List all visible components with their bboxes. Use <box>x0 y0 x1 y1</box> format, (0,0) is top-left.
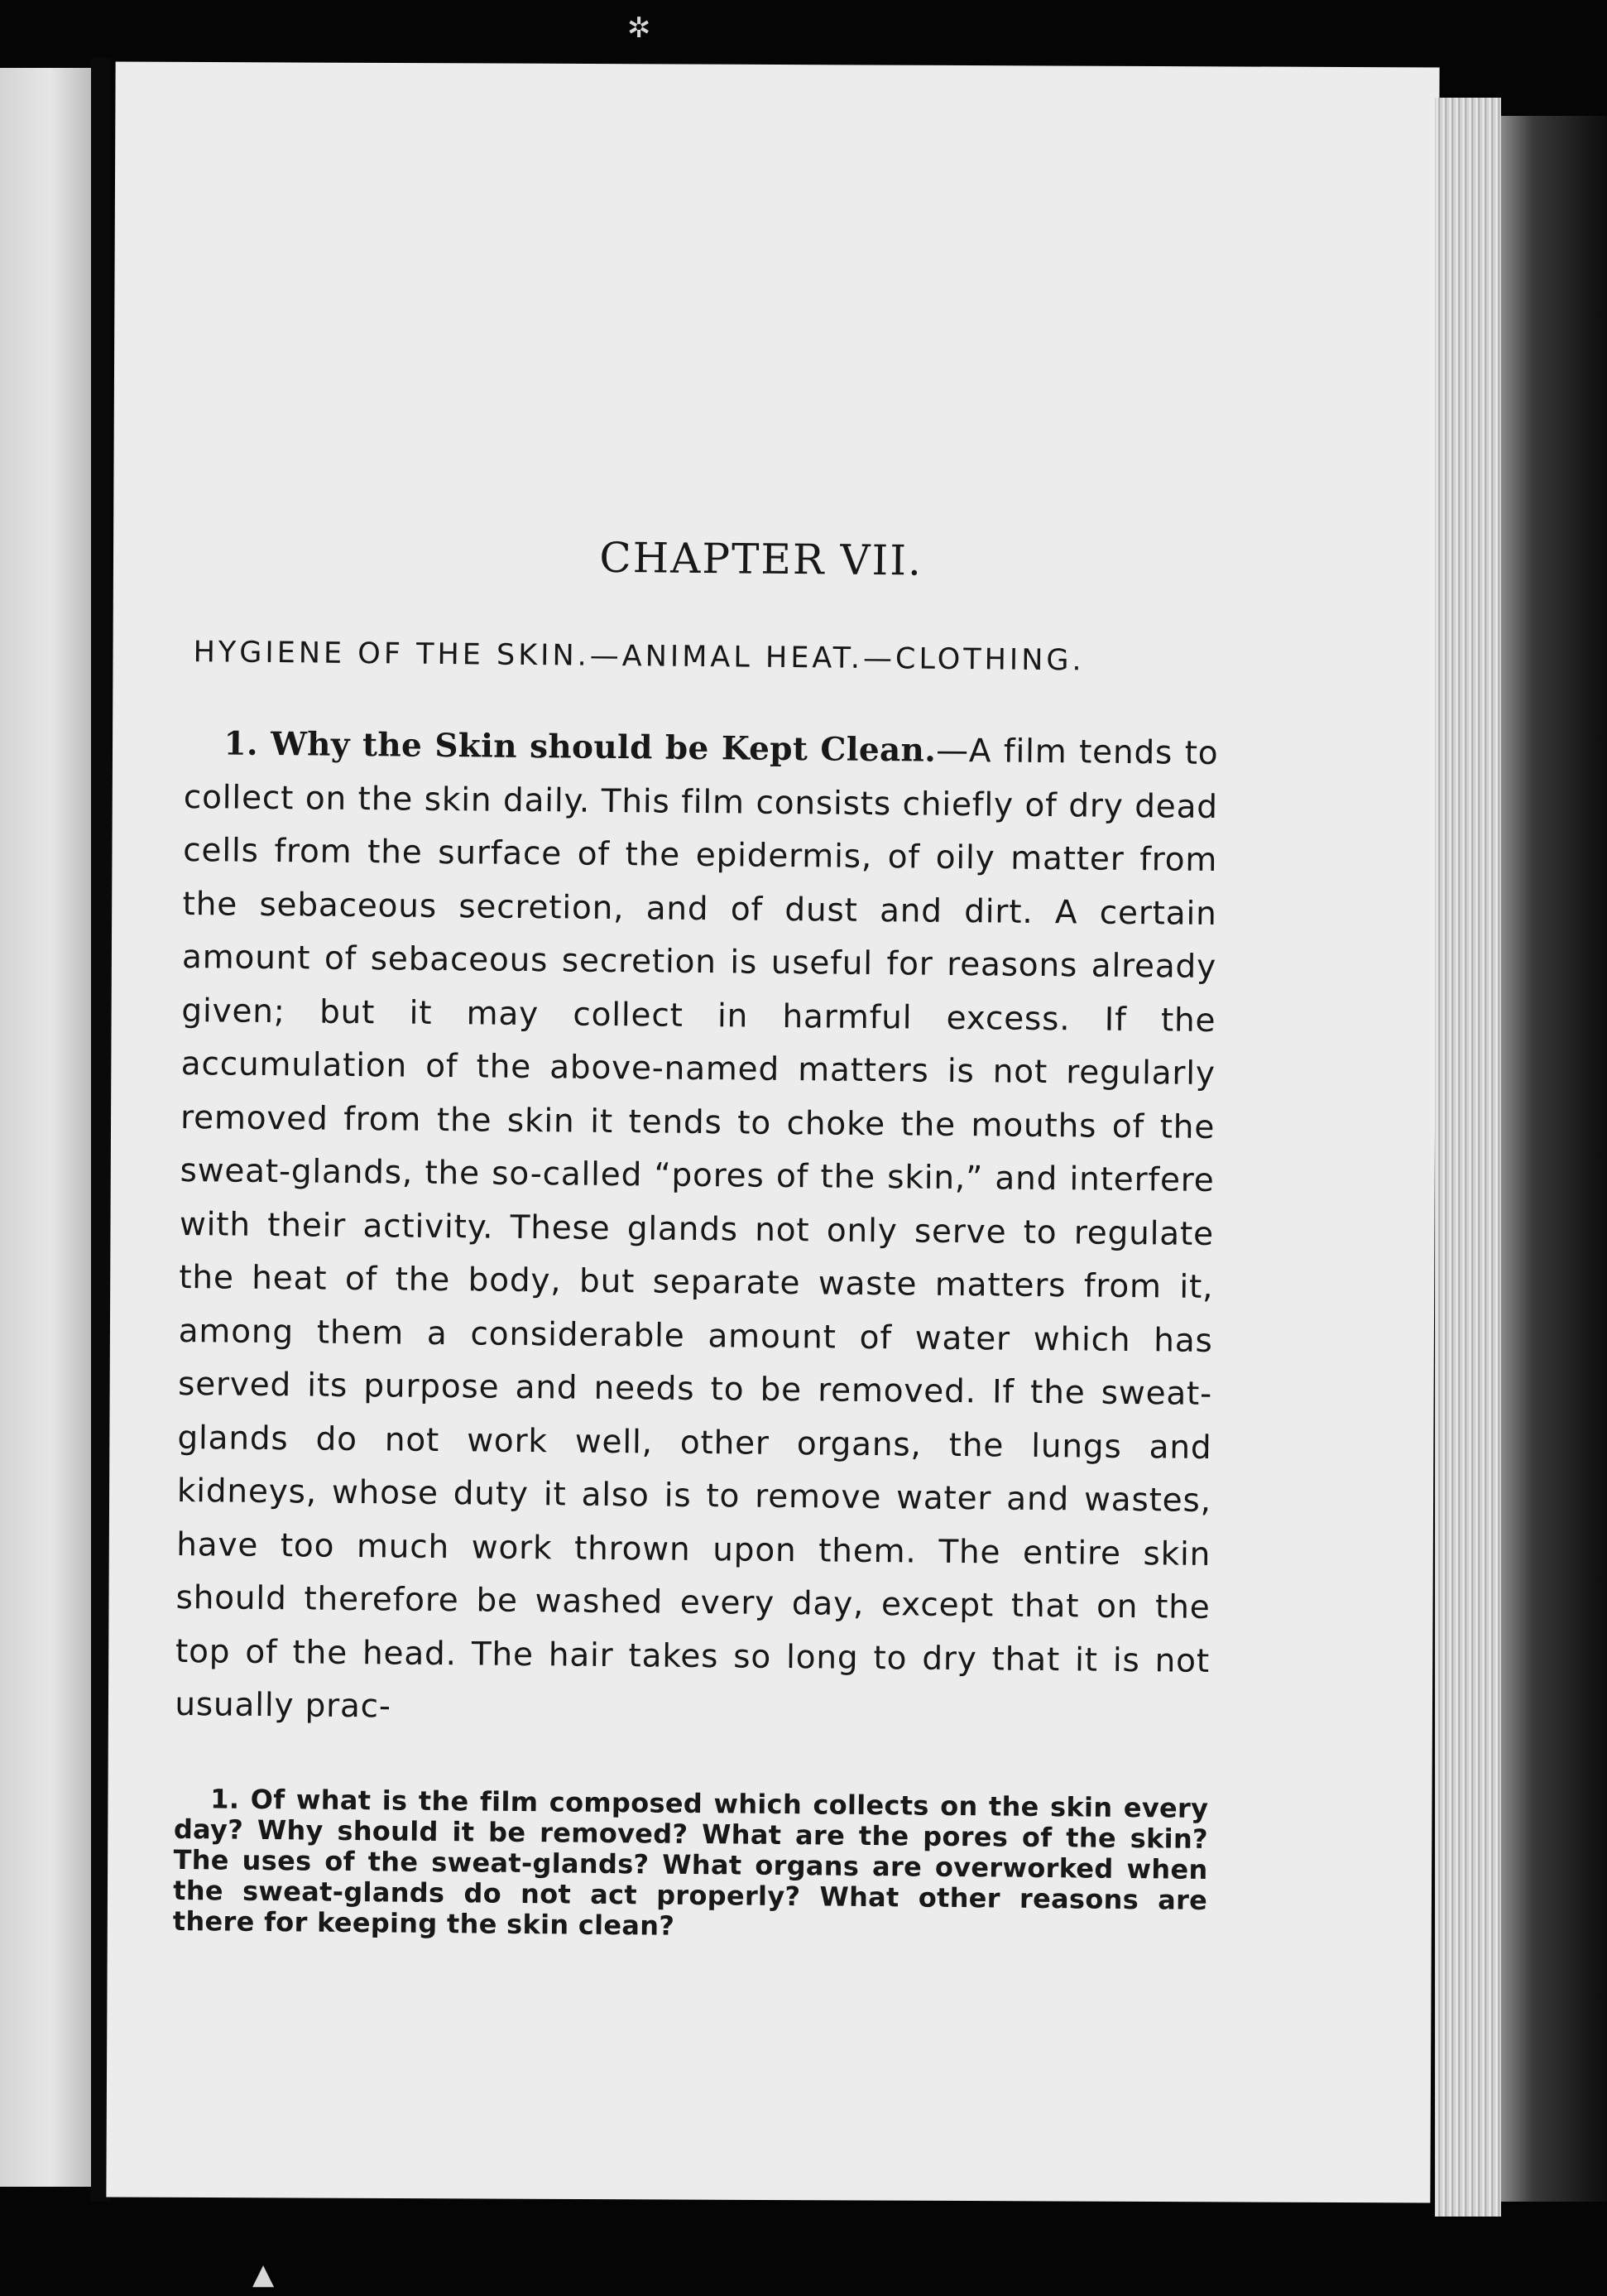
chapter-title: CHAPTER VII. <box>599 533 923 585</box>
footnote: 1. Of what is the film composed which collects on the skin every day? Why should it be removed? What are the pores of the skin? The uses of the sweat-glands? What organs are overworked when the sweat-glands do not act properly? What other reasons are there for keeping the skin clean? <box>172 1782 1209 1942</box>
dust-speck-icon: ▲ <box>252 2258 275 2291</box>
section-heading: 1. Why the Skin should be Kept Clean. <box>223 724 937 770</box>
page-content <box>173 530 1221 1946</box>
section-text: —A film tends to collect on the skin daily. This film consists chiefly of dry dead cells from the surface of the epidermis, of oily matter from the sebaceous secretion, and of dust and dirt. A certain amount of sebaceous secretion is useful for reasons already given; but it may collect in harmful excess. If the accumulation of the above-named matters is not regularly removed from the skin it tends to choke the mouths of the sweat-glands, the so-called “pores of the skin,” and interfere with their activity. These glands not only serve to regulate the heat of the body, but separate waste matters from it, among them a considerable amount of water which has served its purpose and needs to be removed. If the sweat-glands do not work well, other organs, the lungs and kidneys, whose duty it also is to remove water and wastes, have too much work thrown upon them. The entire skin should therefore be washed every day, except that on the top of the head. The hair takes so long to dry that it is not usually prac- <box>175 732 1219 1726</box>
left-page-edge <box>0 68 91 2187</box>
chapter-subtitle: HYGIENE OF THE SKIN.—ANIMAL HEAT.—CLOTHING. <box>193 636 1085 678</box>
page-stack-edges <box>1435 98 1501 2217</box>
book-fore-edge <box>1501 116 1607 2202</box>
dust-speck-icon: ✲ <box>627 12 651 45</box>
section-paragraph <box>175 717 1219 1741</box>
